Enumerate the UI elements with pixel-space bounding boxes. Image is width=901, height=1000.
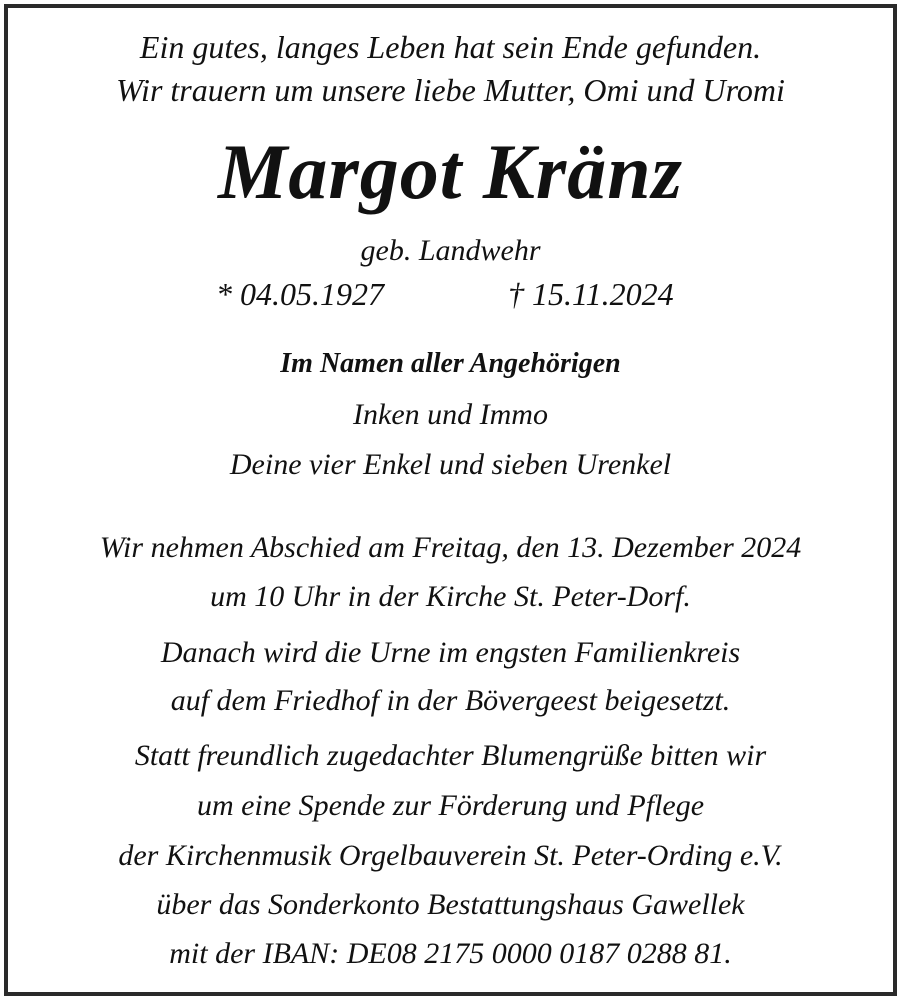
donation-line-1: Statt freundlich zugedachter Blumengrüße bitten wir (134, 739, 767, 772)
donation-line-5: mit der IBAN: DE08 2175 0000 0187 0288 81. (169, 937, 732, 970)
birth-date: * 04.05.1927 (216, 276, 384, 312)
intro-line-2: Wir trauern um unsere liebe Mutter, Omi und Uromi (116, 72, 785, 108)
burial-line-1: Danach wird die Urne im engsten Familienkreis (160, 636, 741, 669)
burial-line-2: auf dem Friedhof in der Bövergeest beigesetzt. (170, 684, 731, 717)
signers-line-2: Deine vier Enkel und sieben Urenkel (229, 448, 672, 481)
intro-line-1: Ein gutes, langes Leben hat sein Ende gefunden. (139, 29, 762, 65)
farewell-line-2: um 10 Uhr in der Kirche St. Peter-Dorf. (210, 580, 691, 613)
deceased-name: Margot Kränz (218, 128, 683, 215)
death-date: † 15.11.2024 (508, 276, 674, 312)
donation-line-4: über das Sonderkonto Bestattungshaus Gawellek (156, 888, 745, 921)
donation-line-2: um eine Spende zur Förderung und Pflege (196, 789, 705, 822)
farewell-line-1: Wir nehmen Abschied am Freitag, den 13. Dezember 2024 (99, 531, 802, 564)
donation-line-3: der Kirchenmusik Orgelbauverein St. Peter-Ording e.V. (118, 839, 783, 872)
signers-line-1: Inken und Immo (353, 398, 548, 431)
maiden-name: geb. Landwehr (360, 234, 541, 267)
life-dates (0, 278, 901, 312)
signers-heading: Im Namen aller Angehörigen (280, 348, 621, 379)
